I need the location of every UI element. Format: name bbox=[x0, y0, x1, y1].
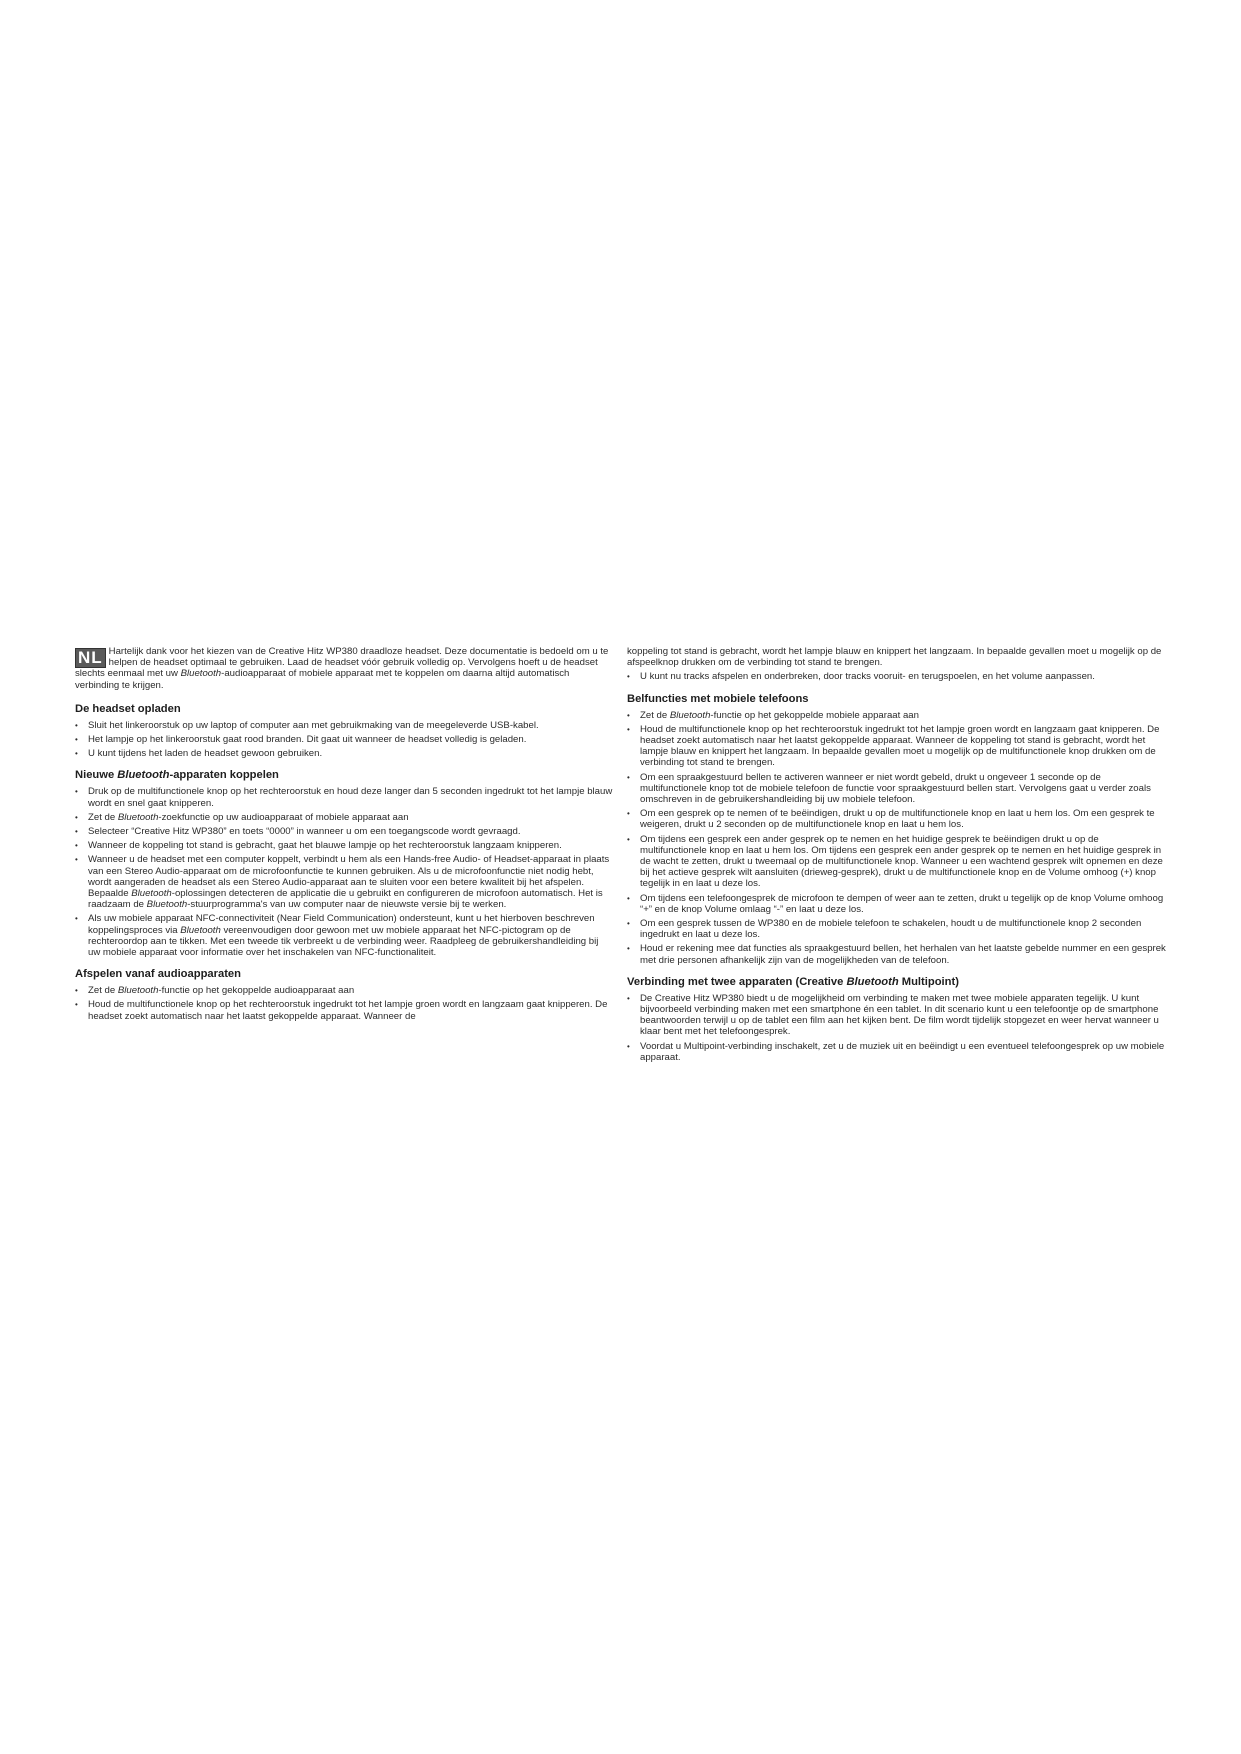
list-item bbox=[75, 854, 613, 910]
list-item: • Sluit het linkeroorstuk op uw laptop of computer aan met gebruikmaking van de meegeleverde USB-kabel. bbox=[75, 720, 613, 731]
language-badge: NL bbox=[75, 648, 106, 668]
intro-paragraph bbox=[75, 646, 613, 691]
item-bluetooth: Bluetooth bbox=[180, 924, 221, 936]
title-bluetooth: Bluetooth bbox=[846, 975, 899, 988]
list-item: • Wanneer de koppeling tot stand is gebracht, gaat het blauwe lampje op het rechteroorstuk langzaam knipperen. bbox=[75, 840, 613, 851]
item-text: vereenvoudigen door gewoon met uw mobiele apparaat het NFC-pictogram op de rechteroordop aan te tikken. Met een tweede tik verbreekt u de verbinding weer. Raadpleeg de gebruikershandleiding bij uw mobiele apparaat voor informatie over het inschakelen van NFC-functionaliteit. bbox=[88, 924, 599, 959]
intro-text: Hartelijk dank voor het kiezen van de Creative Hitz WP380 draadloze headset. Deze documentatie is bedoeld om u te helpen de headset optimaal te gebruiken. Laad de headset vóór gebruik volledig op. Vervolgens hoeft u de headset slechts eenmaal met uw bbox=[75, 646, 609, 680]
item-bluetooth: Bluetooth bbox=[669, 709, 711, 721]
list-item bbox=[75, 913, 613, 958]
right-column bbox=[627, 646, 1167, 1066]
pairing-list bbox=[75, 786, 613, 958]
title-part: Nieuwe bbox=[75, 769, 118, 782]
title-bluetooth: Bluetooth bbox=[117, 769, 170, 782]
intro-text-end: -audioapparaat of mobiele apparaat met te koppelen om daarna altijd automatisch verbinding te krijgen. bbox=[75, 668, 570, 691]
title-part: Multipoint) bbox=[898, 975, 959, 988]
list-item: • Om een gesprek op te nemen of te beëindigen, drukt u op de multifunctionele knop en laat u hem los. Om een gesprek te weigeren, drukt u 2 seconden op de multifunctionele knop en laat u hem los. bbox=[627, 808, 1167, 830]
item-bluetooth: Bluetooth bbox=[131, 888, 172, 900]
list-item: • De Creative Hitz WP380 biedt u de mogelijkheid om verbinding te maken met twee mobiele apparaten tegelijk. U kunt bijvoorbeeld verbinding maken met een smartphone én een tablet. In dit scenario kunt u een telefoontje op de smartphone beantwoorden terwijl u op de tablet een film aan het kijken bent. De film wordt tijdelijk stopgezet en weer hervat wanneer u klaar bent met het telefoongesprek. bbox=[627, 993, 1167, 1038]
item-text: Als uw mobiele apparaat NFC-connectiviteit (Near Field Communication) ondersteunt, kunt u het hierboven beschreven koppelingsproces via bbox=[88, 913, 595, 936]
list-item: • Om tijdens een gesprek een ander gesprek op te nemen en het huidige gesprek te beëindigen drukt u op de multifunctionele knop en laat u hem los. Om tijdens een gesprek een ander gesprek op te nemen en het huidige gesprek in de wacht te zetten, drukt u tweemaal op de multifunctionele knop. Wanneer u een wachtend gesprek wilt opnemen en deze bij het actieve gesprek wilt aansluiten (drieweg-gesprek), drukt u de multifunctionele knop en de Volume omhoog (+) knop tegelijk in en laat u deze los. bbox=[627, 834, 1167, 890]
title-part: -apparaten koppelen bbox=[169, 769, 279, 782]
list-item: • U kunt nu tracks afspelen en onderbreken, door tracks vooruit- en terugspoelen, en het volume aanpassen. bbox=[627, 671, 1167, 682]
item-text: Zet de bbox=[88, 985, 118, 997]
item-text: -functie op het gekoppelde mobiele apparaat aan bbox=[710, 709, 919, 721]
item-text: Zet de bbox=[640, 709, 670, 721]
list-item: • U kunt tijdens het laden de headset gewoon gebruiken. bbox=[75, 748, 613, 759]
playback-list-continued bbox=[627, 671, 1167, 682]
list-item: • Om een spraakgestuurd bellen te activeren wanneer er niet wordt gebeld, drukt u ongeveer 1 seconde op de multifunctionele knop tot de mobiele telefoon de functie voor spraakgestuurd bellen start. Vervolgens gaat u verder zoals omschreven in de gebruikershandleiding bij uw mobiele telefoon. bbox=[627, 772, 1167, 806]
item-text: -functie op het gekoppelde audioapparaat aan bbox=[158, 985, 355, 997]
list-item: • Selecteer “Creative Hitz WP380” en toets “0000” in wanneer u om een toegangscode wordt gevraagd. bbox=[75, 826, 613, 837]
left-column bbox=[75, 646, 613, 1025]
item-bluetooth: Bluetooth bbox=[117, 811, 159, 823]
list-item bbox=[627, 710, 1167, 721]
title-part: Verbinding met twee apparaten (Creative bbox=[627, 975, 847, 988]
item-text: -zoekfunctie op uw audioapparaat of mobiele apparaat aan bbox=[158, 811, 409, 823]
calls-list bbox=[627, 710, 1167, 966]
list-item: • Om een gesprek tussen de WP380 en de mobiele telefoon te schakelen, houdt u de multifunctionele knop 2 seconden ingedrukt en laat u deze los. bbox=[627, 918, 1167, 940]
multipoint-list bbox=[627, 993, 1167, 1063]
section-title-charging: De headset opladen bbox=[75, 702, 181, 715]
list-item: • Om tijdens een telefoongesprek de microfoon te dempen of weer aan te zetten, drukt u tegelijk op de knop Volume omhoog “+” en de knop Volume omlaag “-” en laat u deze los. bbox=[627, 893, 1167, 915]
list-item: • Het lampje op het linkeroorstuk gaat rood branden. Dit gaat uit wanneer de headset volledig is geladen. bbox=[75, 734, 613, 745]
list-item: • Houd de multifunctionele knop op het rechteroorstuk ingedrukt tot het lampje groen wordt en langzaam gaat knipperen. De headset zoekt automatisch naar het laatst gekoppelde apparaat. Wanneer de bbox=[75, 999, 613, 1021]
item-text: -oplossingen detecteren de applicatie die u gebruikt en configureren de microfoon automatisch. Het is raadzaam de bbox=[88, 888, 603, 911]
section-title-calls: Belfuncties met mobiele telefoons bbox=[627, 692, 809, 705]
item-bluetooth: Bluetooth bbox=[146, 899, 188, 911]
section-title-playback: Afspelen vanaf audioapparaten bbox=[75, 968, 241, 981]
list-item bbox=[75, 985, 613, 996]
list-item: • Voordat u Multipoint-verbinding inschakelt, zet u de muziek uit en beëindigt u een eventueel telefoongesprek op uw mobiele apparaat. bbox=[627, 1041, 1167, 1063]
item-bluetooth: Bluetooth bbox=[117, 985, 159, 997]
continued-text: koppeling tot stand is gebracht, wordt het lampje blauw en knippert het langzaam. In bepaalde gevallen moet u mogelijk op de afspeelknop drukken om de verbinding tot stand te brengen. bbox=[627, 646, 1162, 669]
list-item: • Druk op de multifunctionele knop op het rechteroorstuk en houd deze langer dan 5 seconden ingedrukt tot het lampje blauw wordt en snel gaat knipperen. bbox=[75, 786, 613, 808]
charging-list bbox=[75, 720, 613, 760]
section-title-pairing bbox=[75, 769, 613, 782]
section-title-multipoint bbox=[627, 976, 1167, 989]
list-item: • Houd de multifunctionele knop op het rechteroorstuk ingedrukt tot het lampje groen wordt en langzaam gaat knipperen. De headset zoekt automatisch naar het laatst gekoppelde apparaat. Wanneer de koppeling tot stand is gebracht, wordt het lampje blauw en knippert het langzaam. In bepaalde gevallen moet u mogelijk op de multifunctionele knop drukken om de verbinding tot stand te brengen. bbox=[627, 724, 1167, 769]
item-text: Wanneer u de headset met een computer koppelt, verbindt u hem als een Hands-free Audio- of Headset-apparaat in plaats van een Stereo Audio-apparaat om de microfoonfunctie te kunnen gebruiken. Als u de microfoonfunctie niet nodig hebt, wordt aangeraden de headset als een Stereo Audio-apparaat aan te sluiten voor een betere kwaliteit bij het afspelen. Bepaalde bbox=[88, 854, 610, 900]
item-text: -stuurprogramma's van uw computer naar de nieuwste versie bij te werken. bbox=[187, 899, 507, 911]
intro-bluetooth: Bluetooth bbox=[180, 668, 222, 680]
playback-list bbox=[75, 985, 613, 1022]
list-item bbox=[75, 812, 613, 823]
list-item: • Houd er rekening mee dat functies als spraakgestuurd bellen, het herhalen van het laatste gebelde nummer en een gesprek met drie personen afhankelijk zijn van de mogelijkheden van de telefoon. bbox=[627, 943, 1167, 965]
item-text: Zet de bbox=[88, 811, 118, 823]
